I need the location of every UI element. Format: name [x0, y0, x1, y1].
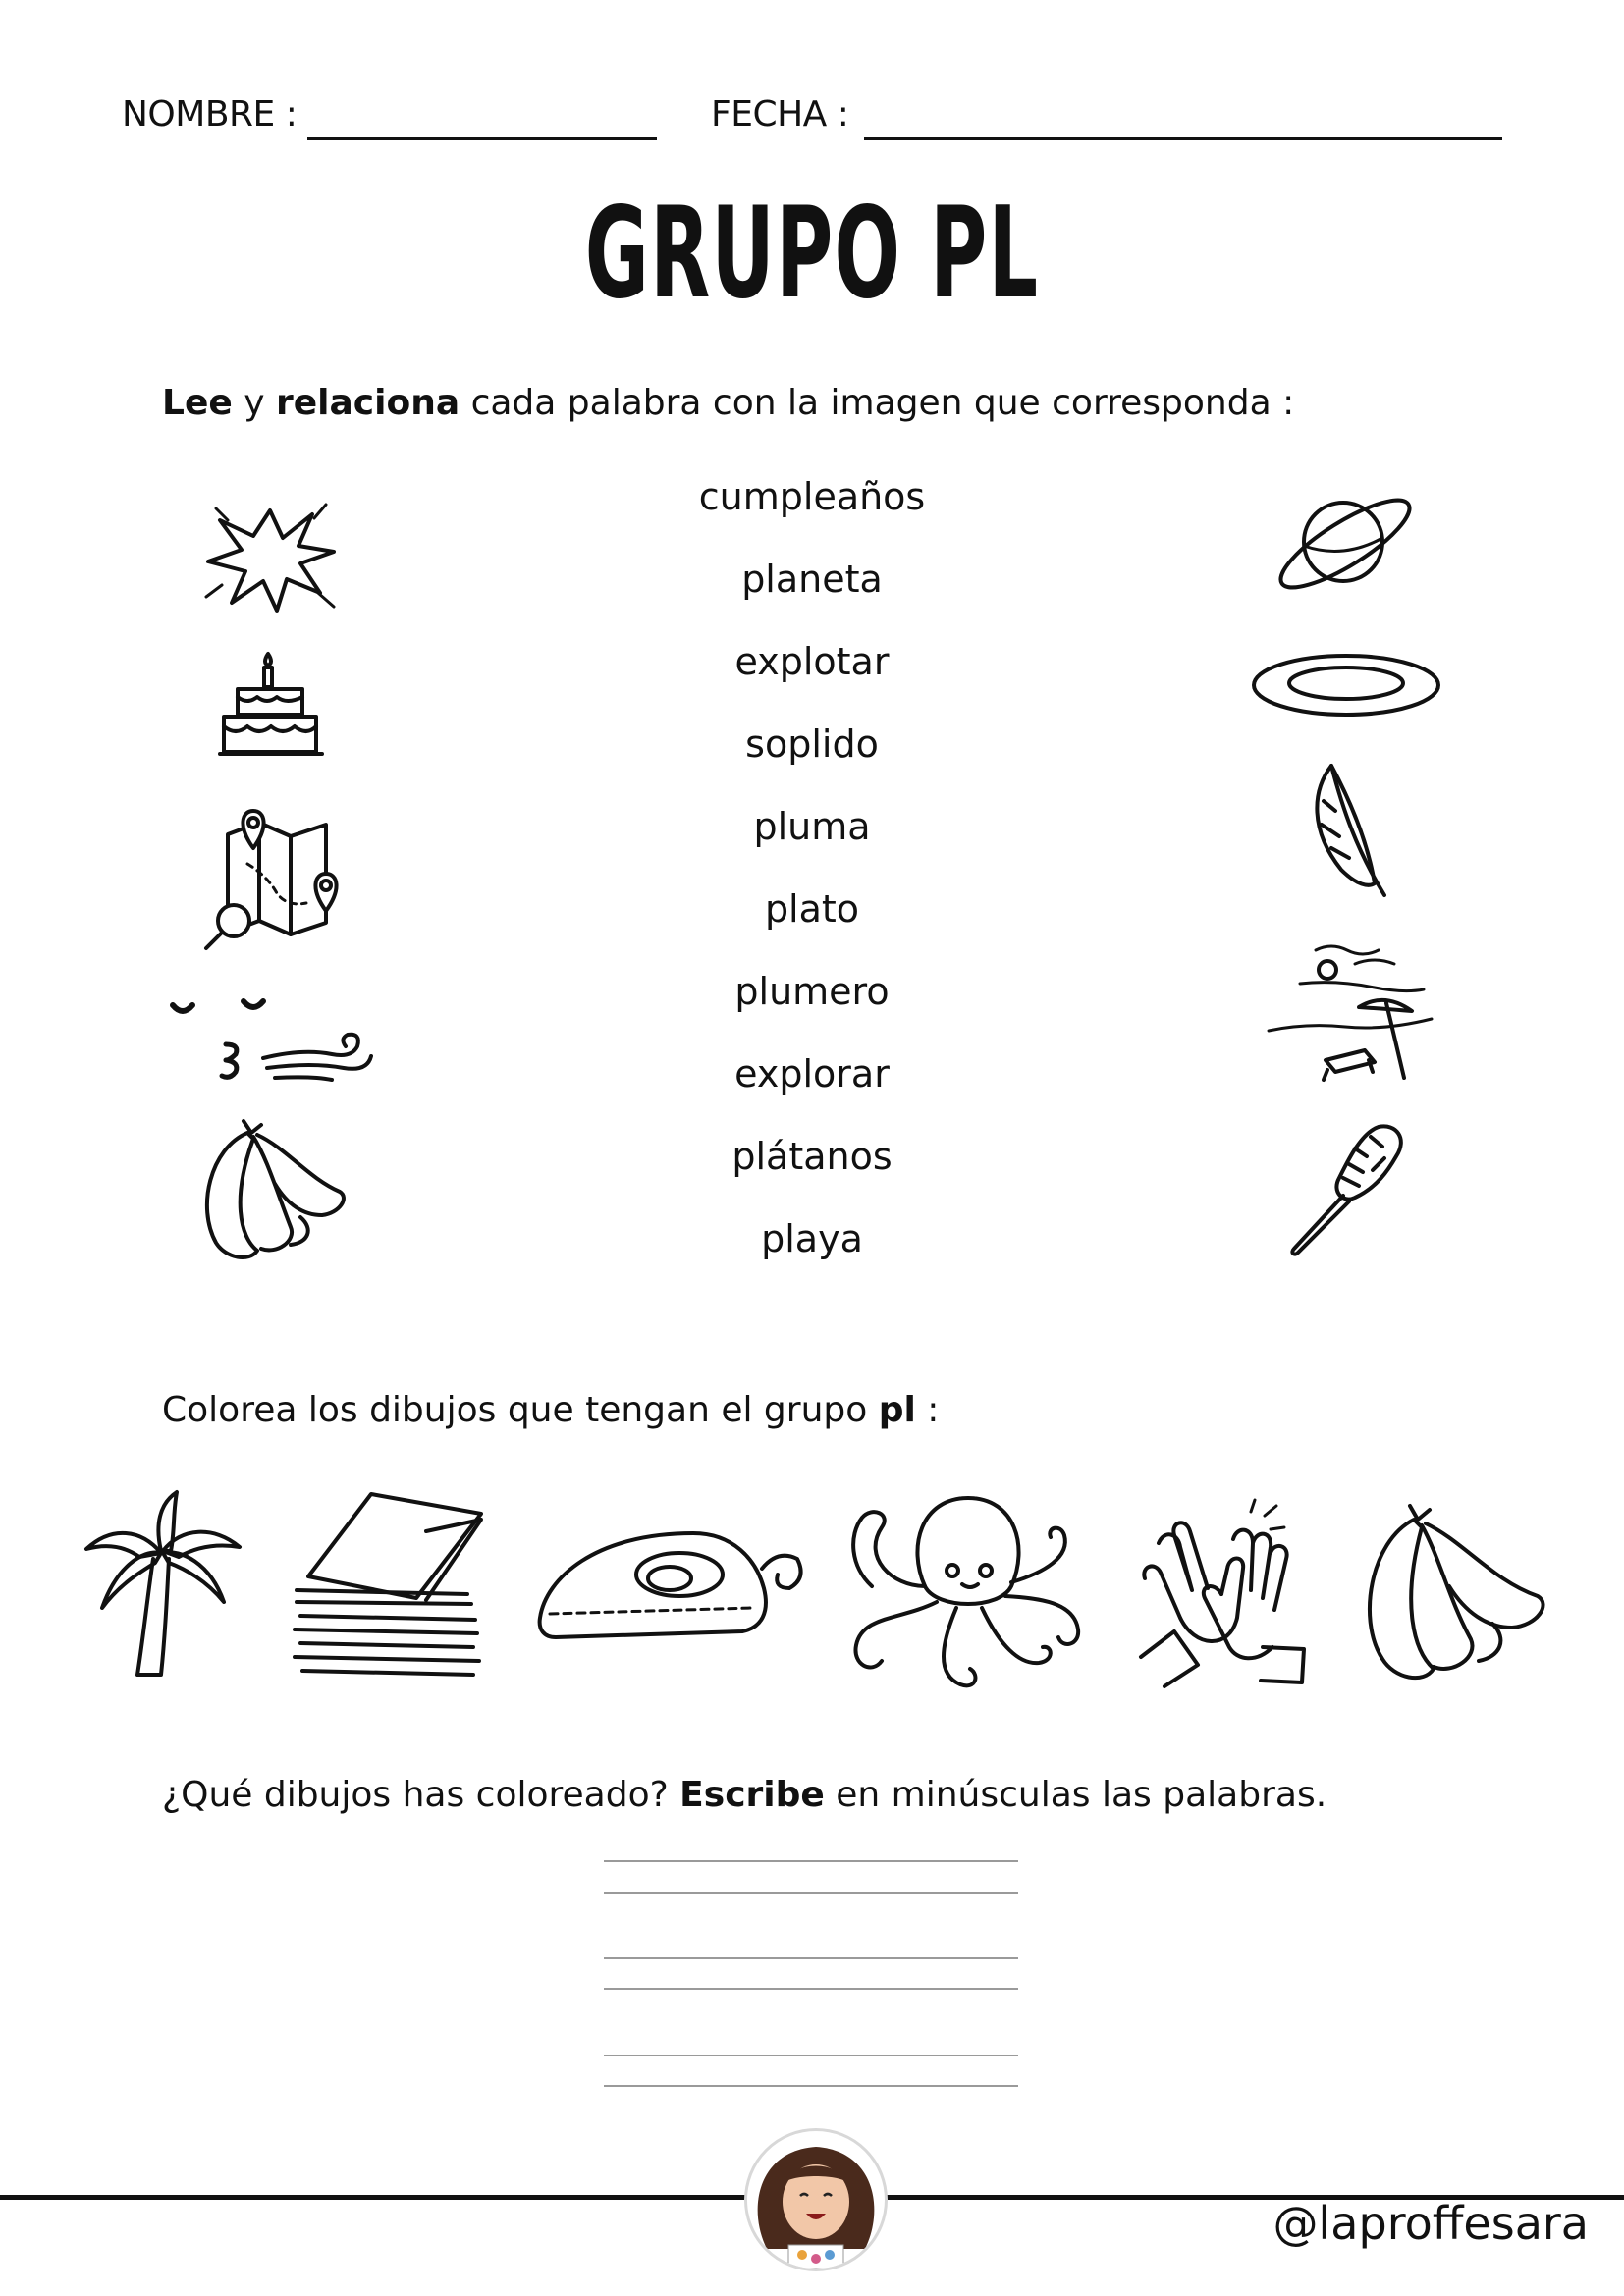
bananas-icon: [1355, 1502, 1551, 1688]
writing-line[interactable]: [604, 1860, 1018, 1862]
avatar: [744, 2128, 888, 2271]
birthday-cake-icon: [218, 650, 326, 768]
octopus-icon: [842, 1488, 1094, 1700]
beach-icon: [1267, 940, 1434, 1088]
name-field[interactable]: [307, 137, 657, 140]
iron-icon: [536, 1520, 805, 1647]
planet-icon: [1272, 481, 1420, 609]
author-handle: @laproffesara: [1272, 2197, 1589, 2250]
date-label: FECHA :: [711, 94, 849, 134]
word-item: cumpleaños: [698, 475, 926, 518]
plate-icon: [1251, 652, 1441, 721]
writing-line[interactable]: [604, 1957, 1018, 1959]
feather-duster-icon: [1286, 1119, 1414, 1256]
writing-line[interactable]: [604, 2055, 1018, 2056]
date-field[interactable]: [864, 137, 1502, 140]
word-item: plumero: [734, 970, 890, 1013]
word-item: plátanos: [731, 1135, 893, 1178]
writing-line[interactable]: [604, 1988, 1018, 1990]
word-item: explorar: [734, 1052, 890, 1095]
writing-line[interactable]: [604, 2085, 1018, 2087]
write-instruction: ¿Qué dibujos has coloreado? Escribe en minúsculas las palabras.: [162, 1775, 1327, 1815]
writing-line[interactable]: [604, 1892, 1018, 1894]
word-item: plato: [764, 887, 860, 931]
word-item: planeta: [741, 558, 883, 601]
paper-stack-icon: [289, 1492, 491, 1679]
page-title: GRUPO PL: [584, 181, 1040, 327]
blowing-face-icon: [165, 989, 381, 1097]
match-instruction: Lee y relaciona cada palabra con la imagen que corresponda :: [162, 383, 1295, 423]
clapping-hands-icon: [1135, 1500, 1308, 1686]
map-icon: [198, 805, 346, 952]
word-item: soplido: [745, 722, 879, 766]
color-instruction: Colorea los dibujos que tengan el grupo pl :: [162, 1390, 940, 1430]
word-item: pluma: [753, 805, 871, 848]
word-item: playa: [761, 1217, 863, 1260]
bananas-icon: [192, 1119, 350, 1266]
palm-tree-icon: [82, 1490, 244, 1677]
name-label: NOMBRE :: [122, 94, 298, 134]
feather-icon: [1302, 762, 1390, 899]
word-item: explotar: [734, 640, 890, 683]
explosion-icon: [196, 491, 344, 618]
